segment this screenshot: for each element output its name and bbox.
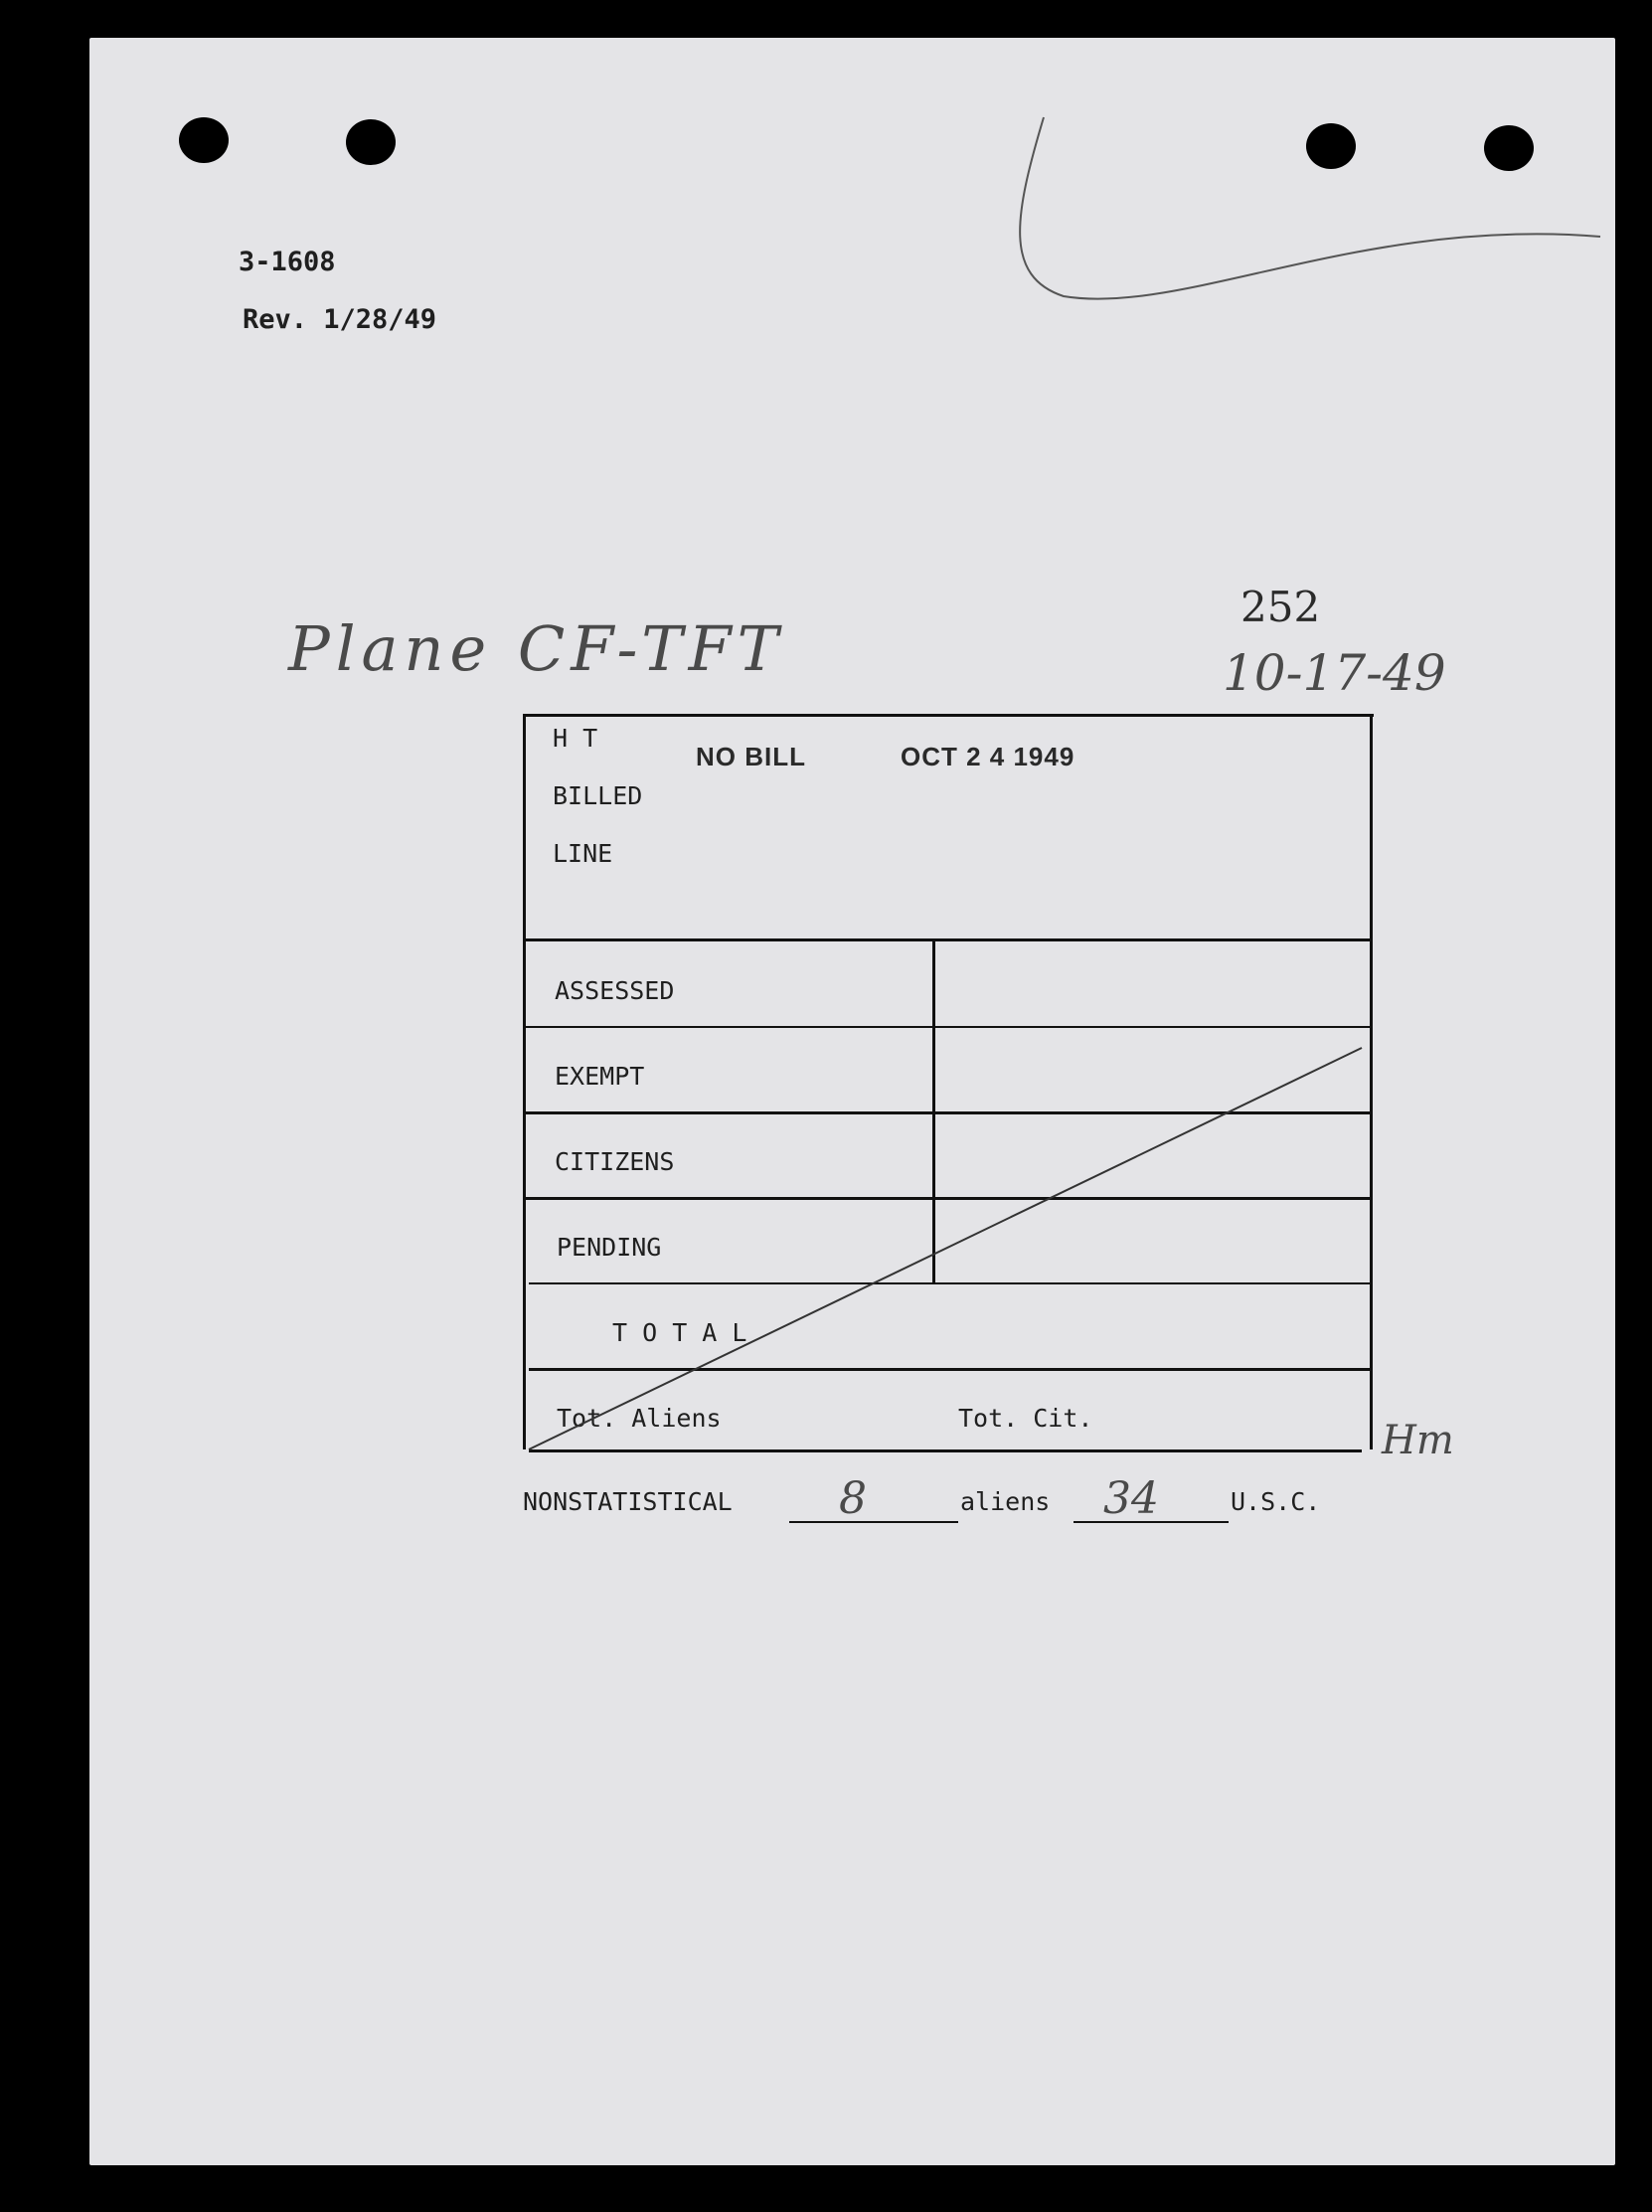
- label-billed: BILLED: [553, 781, 643, 810]
- nonstat-aliens-underline: [789, 1521, 958, 1523]
- row-label-exempt: EXEMPT: [555, 1062, 645, 1091]
- row-divider-1: [526, 938, 1371, 941]
- usc-label: U.S.C.: [1231, 1487, 1321, 1516]
- form-border-top: [523, 714, 1374, 717]
- row-label-citizens: CITIZENS: [555, 1147, 675, 1176]
- row-label-pending: PENDING: [557, 1233, 662, 1262]
- aliens-label: aliens: [960, 1487, 1051, 1516]
- form-border-left: [523, 714, 526, 1449]
- no-bill-stamp: NO BILL: [696, 742, 806, 771]
- date-stamp: OCT 2 4 1949: [901, 742, 1075, 771]
- document-page: [89, 38, 1615, 2165]
- row-label-assessed: ASSESSED: [555, 976, 675, 1005]
- handwritten-number: 252: [1240, 583, 1321, 631]
- tot-cit-label: Tot. Cit.: [958, 1404, 1093, 1433]
- nonstat-usc-value: 34: [1103, 1473, 1159, 1524]
- handwritten-initials: Hm: [1382, 1418, 1454, 1463]
- punch-hole-left-1: [179, 117, 229, 163]
- punch-hole-left-2: [346, 119, 396, 165]
- pencil-stroke: [1004, 107, 1610, 346]
- form-number: 3-1608: [239, 247, 336, 277]
- label-ht: H T: [553, 724, 598, 753]
- total-label: T O T A L: [612, 1318, 747, 1347]
- nonstatistical-label: NONSTATISTICAL: [523, 1487, 733, 1516]
- handwritten-date: 10-17-49: [1223, 644, 1446, 702]
- handwritten-plane-id: Plane CF-TFT: [288, 612, 784, 685]
- diagonal-cancel-line: [527, 1002, 1421, 1499]
- tot-aliens-label: Tot. Aliens: [557, 1404, 722, 1433]
- form-revision: Rev. 1/28/49: [243, 304, 437, 335]
- label-line: LINE: [553, 839, 613, 868]
- nonstat-aliens-value: 8: [839, 1473, 867, 1524]
